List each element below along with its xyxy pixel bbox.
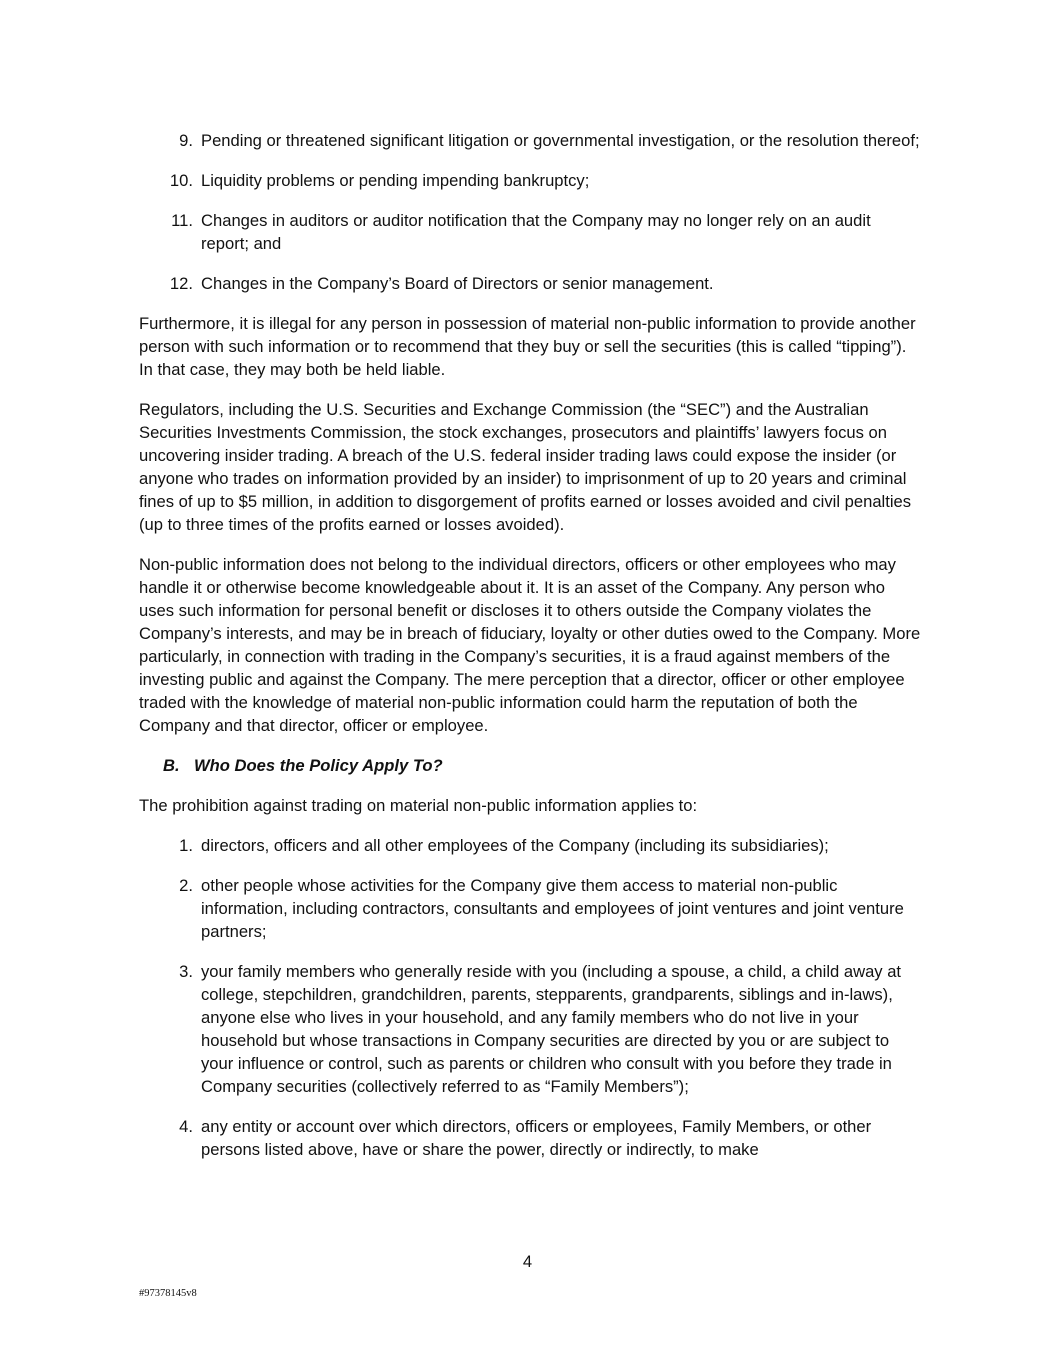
list-item-text: Changes in the Company’s Board of Directors or senior management. — [201, 274, 714, 293]
section-b-intro: The prohibition against trading on material non-public information applies to: — [139, 796, 698, 815]
list-item-number: 9. — [179, 131, 193, 150]
regulators-paragraph: Regulators, including the U.S. Securities and Exchange Commission (the “SEC”) and the Australian Securities Investments Commission, the stock exchanges, prosecutors and plaintiffs’ lawyers focus on uncovering insider trading. A breach of the U.S. federal insider trading laws could expose the insider (or anyone who trades on information provided by an insider) to imprisonment of up to 20 years and criminal fines of up to $5 million, in addition to disgorgement of profits earned or losses avoided and civil penalties (up to three times of the profits earned or losses avoided). — [139, 400, 912, 534]
page-content — [139, 129, 921, 1161]
non-public-info-paragraph: Non-public information does not belong to the individual directors, officers or other employees who may handle it or otherwise become knowledgeable about it. It is an asset of the Company. Any person who uses such information for personal benefit or discloses it to others outside the Company violates the Company’s interests, and may be in breach of fiduciary, loyalty or other duties owed to the Company. More particularly, in connection with trading in the Company’s securities, it is a fraud against members of the investing public and against the Company. The mere perception that a director, officer or other employee traded with the knowledge of material non-public information could harm the reputation of both the Company and that director, officer or employee. — [139, 555, 921, 735]
list-item-number: 11. — [171, 211, 193, 230]
list-item — [139, 874, 921, 943]
list-item-number: 10. — [169, 171, 193, 190]
section-letter: B. — [163, 756, 180, 775]
list-item-number: 1. — [179, 836, 193, 855]
list-item-number: 12. — [169, 274, 193, 293]
list-item — [139, 129, 921, 152]
list-item — [139, 960, 921, 1098]
list-item — [139, 209, 921, 255]
list-item — [139, 834, 921, 857]
list-item-text: any entity or account over which directors, officers or employees, Family Members, or other persons listed above, have or share the power, directly or indirectly, to make — [201, 1117, 872, 1159]
material-info-list-continued — [139, 129, 921, 295]
list-item — [139, 272, 921, 295]
list-item — [139, 169, 921, 192]
list-item-number: 4. — [179, 1117, 193, 1136]
list-item-number: 2. — [179, 876, 193, 895]
list-item-text: directors, officers and all other employees of the Company (including its subsidiaries); — [201, 836, 829, 855]
list-item-text: Liquidity problems or pending impending bankruptcy; — [201, 171, 590, 190]
section-title: Who Does the Policy Apply To? — [194, 756, 443, 775]
list-item-text: Changes in auditors or auditor notification that the Company may no longer rely on an audit report; and — [201, 211, 871, 253]
list-item — [139, 1115, 921, 1161]
applies-to-list — [139, 834, 921, 1161]
page-number: 4 — [522, 1252, 533, 1271]
tipping-paragraph: Furthermore, it is illegal for any person in possession of material non-public information to provide another person with such information or to recommend that they buy or sell the securities (this is called “tipping”). In that case, they may both be held liable. — [139, 314, 916, 379]
list-item-text: Pending or threatened significant litigation or governmental investigation, or the resolution thereof; — [201, 131, 920, 150]
list-item-text: your family members who generally reside with you (including a spouse, a child, a child away at college, stepchildren, grandchildren, parents, stepparents, grandparents, siblings and in-laws), anyone else who lives in your household, and any family members who do not live in your household but whose transactions in Company securities are directed by you or are subject to your influence or control, such as parents or children who consult with you before they trade in Company securities (collectively referred to as “Family Members”); — [201, 962, 902, 1096]
list-item-number: 3. — [179, 962, 193, 981]
document-id: #97378145v8 — [139, 1288, 197, 1299]
section-b-heading — [163, 754, 921, 777]
list-item-text: other people whose activities for the Company give them access to material non-public information, including contractors, consultants and employees of joint ventures and joint venture partners; — [201, 876, 904, 941]
